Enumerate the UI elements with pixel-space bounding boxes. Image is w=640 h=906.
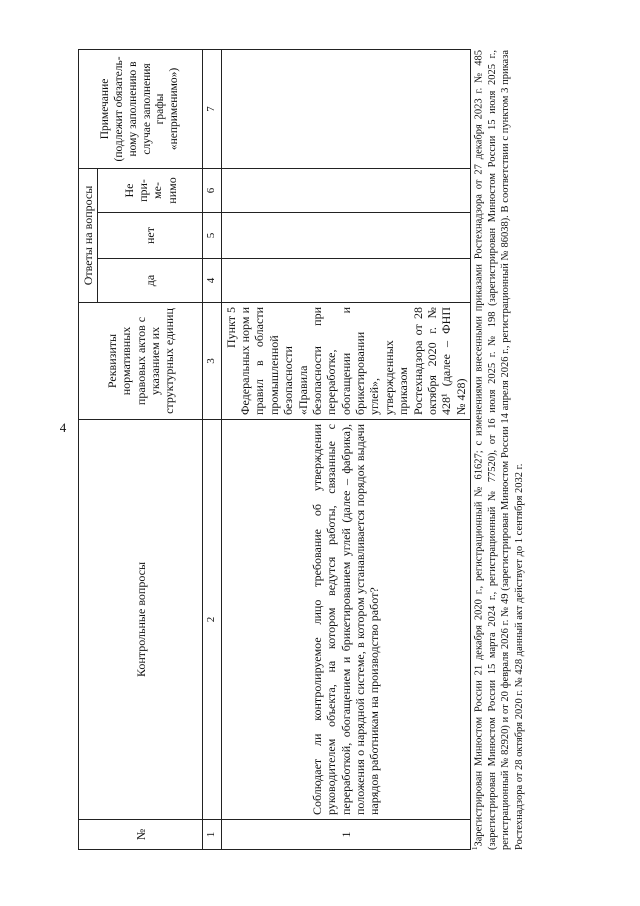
column-number: 2: [203, 420, 221, 820]
column-numbers-row: [203, 49, 221, 849]
answer-yes-cell[interactable]: [221, 259, 471, 303]
header-row-top: [79, 49, 98, 849]
requisites-cell: [221, 303, 471, 420]
header-yes: да: [98, 259, 203, 303]
header-not-applicable: Не при-ме-нимо: [98, 168, 203, 212]
column-number: 1: [203, 820, 221, 850]
header-number: №: [79, 820, 203, 850]
table-row: [221, 49, 471, 849]
rotated-page-content: [78, 50, 533, 850]
answer-no-cell[interactable]: [221, 213, 471, 259]
column-number: 7: [203, 49, 221, 168]
column-number: 4: [203, 259, 221, 303]
note-cell[interactable]: [221, 49, 471, 168]
control-question: Соблюдает ли контролируемое лицо требование об утверждении руководителем объекта, на котором ведутся работы, связанные с переработкой, обогащением и брикетированием углей (далее – фабрика), положения о нарядной системе, в котором устанавливается порядок выдачи нарядов работникам на производство работ?: [221, 420, 471, 820]
answer-not-applicable-cell[interactable]: [221, 168, 471, 212]
column-number: 3: [203, 303, 221, 420]
column-number: 6: [203, 168, 221, 212]
header-question: Контрольные вопросы: [79, 420, 203, 820]
header-requisites: Реквизиты нормативных правовых актов с указанием их структурных единиц: [79, 303, 203, 420]
header-note: Примечание (подлежит обязатель-ному заполнению в случае заполнения графы «неприменимо»): [79, 49, 203, 168]
requisite-item: Пункт 5: [223, 307, 238, 349]
requisite-text: Федеральных норм и правил в области промышленной безопасности «Правила безопасности при переработке, обогащении и брикетировании углей», утвержденных приказом Ростехнадзора от 28 октября 2020 г. № 428¹ (далее – ФНП № 428): [237, 307, 468, 415]
header-no: нет: [98, 213, 203, 259]
header-answers: Ответы на вопросы: [79, 168, 98, 302]
row-number: 1: [221, 820, 471, 850]
footnote: [471, 50, 526, 850]
footnote-mark: 1: [471, 846, 479, 850]
checklist-table: [78, 49, 471, 850]
column-number: 5: [203, 213, 221, 259]
page-number: 4: [59, 420, 67, 435]
footnote-text: Зарегистрирован Минюстом России 21 декабря 2020 г., регистрационный № 61627; с изменениями внесенными приказами Ростехнадзора от 27 декабря 2023 г. № 485 (зарегистрирован Минюстом России 15 марта 2024 г., регистрационный № 77520), от 16 июля 2025 г. № 198 (зарегистрирован Минюстом России 15 июля 2025 г., регистрационный № 82920) и от 20 февраля 2026 г. № 49 (зарегистрирован Минюстом России 14 апреля 2026 г., регистрационный № 86038). В соответствии с пунктом 3 приказа Ростехнадзора от 28 октября 2020 г. № 428 данный акт действует до 1 сентября 2032 г.: [473, 50, 525, 850]
